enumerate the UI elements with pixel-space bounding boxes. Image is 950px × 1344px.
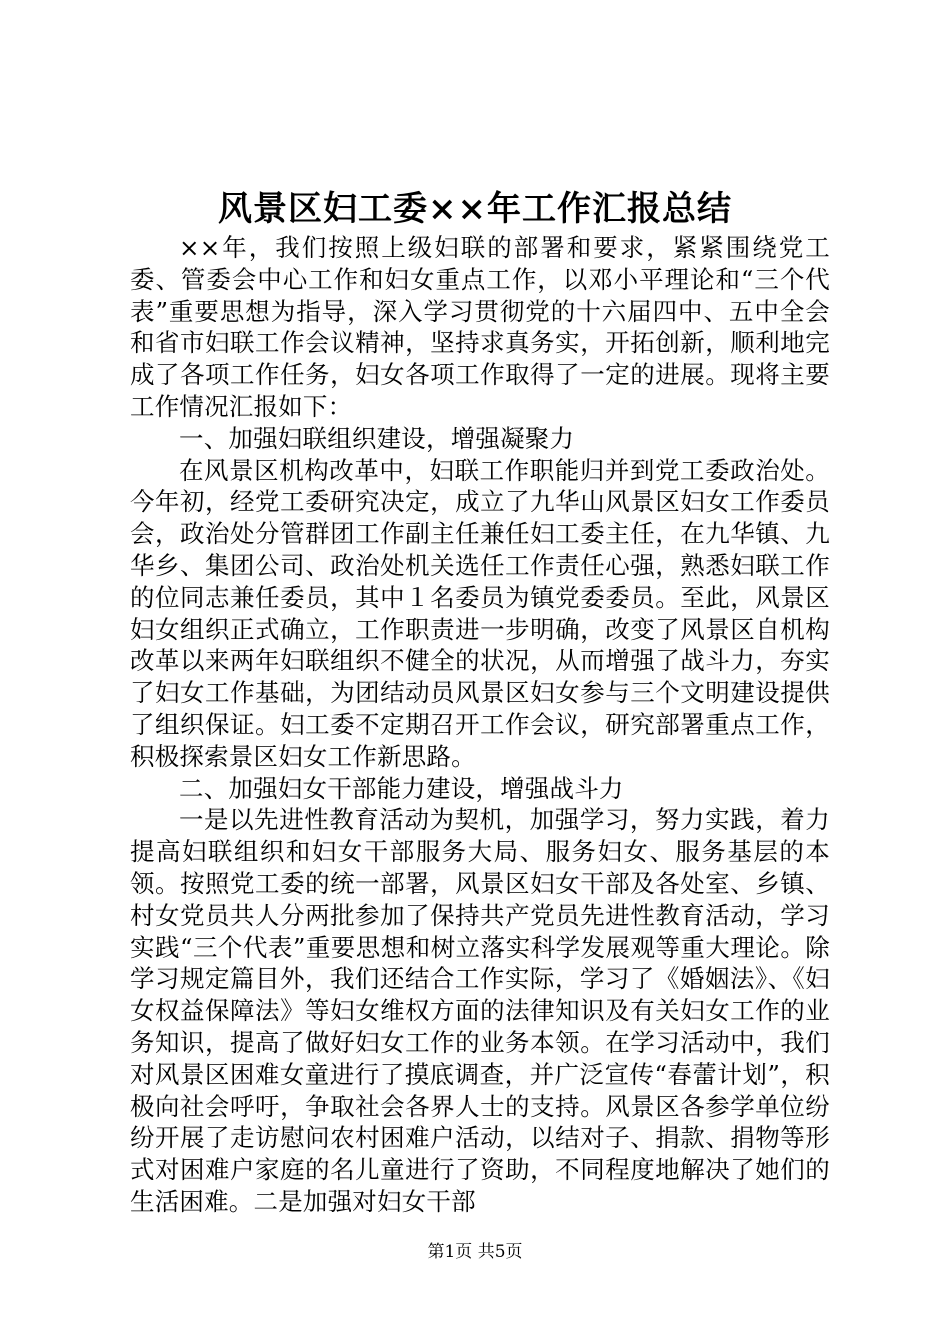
paragraph-section-2: 一是以先进性教育活动为契机，加强学习，努力实践，着力提高妇联组织和妇女干部服务大局、服务妇女、服务基层的本领。按照党工委的统一部署，风景区妇女干部及各处室、乡镇、村女党员共人分两批参加了保持共产党员先进性教育活动，学习实践“三个代表”重要思想和树立落实科学发展观等重大理论。除学习规定篇目外，我们还结合工作实际，学习了《婚姻法》、《妇女权益保障法》等妇女维权方面的法律知识及有关妇女工作的业务知识，提高了做好妇女工作的业务本领。在学习活动中，我们对风景区困难女童进行了摸底调查，并广泛宣传“春蕾计划”，积极向社会呼吁，争取社会各界人士的支持。风景区各参学单位纷纷开展了走访慰问农村困难户活动，以结对子、捐款、捐物等形式对困难户家庭的名儿童进行了资助，不同程度地解决了她们的生活困难。二是加强对妇女干部 xyxy=(130,805,830,1216)
section-heading-1: 一、加强妇联组织建设，增强凝聚力 xyxy=(179,423,575,453)
page-footer: 第1页 共5页 xyxy=(427,1242,523,1262)
document-title: 风景区妇工委××年工作汇报总结 xyxy=(218,189,732,229)
section-heading-2: 二、加强妇女干部能力建设，增强战斗力 xyxy=(179,773,624,803)
paragraph-section-1: 在风景区机构改革中，妇联工作职能归并到党工委政治处。今年初，经党工委研究决定，成立了九华山风景区妇女工作委员会，政治处分管群团工作副主任兼任妇工委主任，在九华镇、九华乡、集团公司、政治处机关选任工作责任心强，熟悉妇联工作的位同志兼任委员，其中１名委员为镇党委委员。至此，风景区妇女组织正式确立，工作职责进一步明确，改变了风景区自机构改革以来两年妇联组织不健全的状况，从而增强了战斗力，夯实了妇女工作基础，为团结动员风景区妇女参与三个文明建设提供了组织保证。妇工委不定期召开工作会议，研究部署重点工作，积极探索景区妇女工作新思路。 xyxy=(130,455,830,771)
document-body xyxy=(130,232,830,1218)
paragraph-intro: ××年，我们按照上级妇联的部署和要求，紧紧围绕党工委、管委会中心工作和妇女重点工作，以邓小平理论和“三个代表”重要思想为指导，深入学习贯彻党的十六届四中、五中全会和省市妇联工作会议精神，坚持求真务实，开拓创新，顺利地完成了各项工作任务，妇女各项工作取得了一定的进展。现将主要工作情况汇报如下： xyxy=(130,233,830,421)
